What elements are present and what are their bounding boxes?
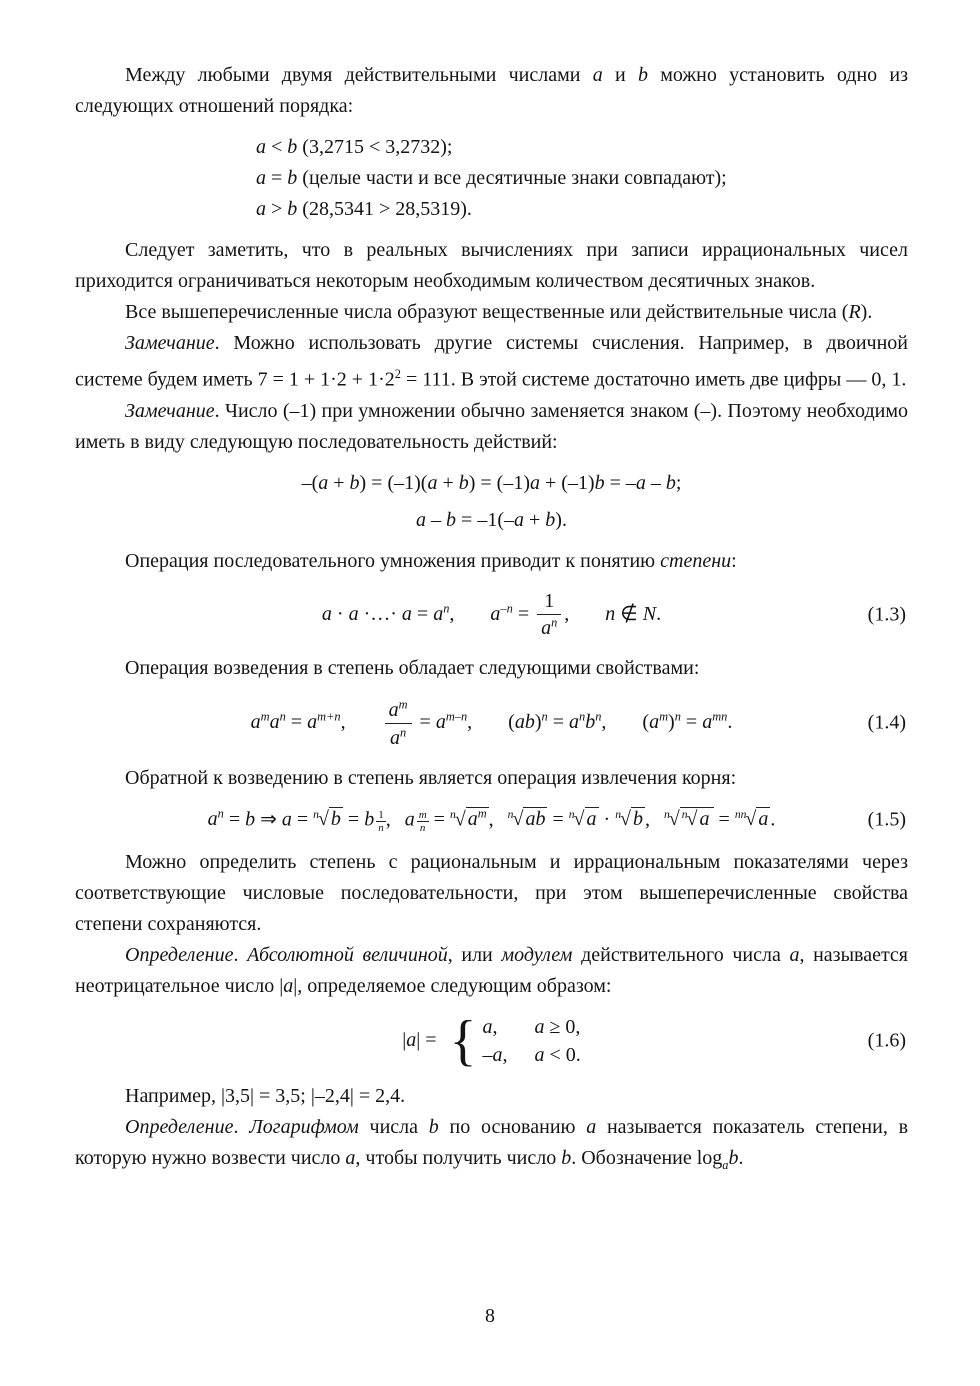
paragraph-rational-exponent: Можно определить степень с рациональным и иррациональным показателями через соответствующие числовые последовательности, при этом вышеперечисленные свойства степени сохраняются. xyxy=(75,850,908,935)
page-content xyxy=(75,60,908,1181)
equation-1-6-number: (1.6) xyxy=(867,1029,906,1052)
equation-1-5 xyxy=(75,807,908,834)
order-relations-list xyxy=(75,132,908,225)
equation-1-4-number: (1.4) xyxy=(867,711,906,734)
relation-greater-than: a > b (28,5341 > 28,5319). xyxy=(256,198,472,220)
paragraph-power-properties: Операция возведения в степень обладает следующими свойствами: xyxy=(125,657,700,680)
equation-1-6 xyxy=(75,1009,908,1072)
formula-negative-line-1: –(a + b) = (–1)(a + b) = (–1)a + (–1)b = –a – b; xyxy=(301,471,682,494)
equation-1-3-body: a · a ·…· $a = a^n$, $a^{-n}$ = $\frac{1}{a^n}$ , n ∉ N. xyxy=(321,589,662,640)
relation-less-than: a < b (3,2715 < 3,2732); xyxy=(256,136,453,158)
paragraph-example-modulus: Например, |3,5| = 3,5; |–2,4| = 2,4. xyxy=(125,1084,406,1107)
paragraph-root-intro: Обратной к возведению в степень является операция извлечения корня: xyxy=(125,766,737,789)
equation-1-5-body: $a^n = b$ ⇒ a = $^n$√ b = b $\frac{1}{n}$ , a $\frac{m}{n}$ = $^n$√ $a^m$ , $^n$√ ab = $^n$√ a · $^n$√ b , $^n$√ $^n$√ a = $^{nn}$√ a . xyxy=(207,806,776,834)
paragraph-definition-absolute-value: Определение. Абсолютной величиной, или модулем действительного числа a, называется неотрицательное число |a|, определяемое следующим образом: xyxy=(75,943,909,997)
paragraph-irrational-note: Следует заметить, что в реальных вычислениях при записи иррациональных чисел приходится ограничиваться некоторым необходимым количеством десятичных знаков. xyxy=(75,239,908,292)
paragraph-real-numbers: Все вышеперечисленные числа образуют вещественные или действительные числа (R). xyxy=(125,301,873,323)
relation-equal: a = b (целые части и все десятичные знаки совпадают); xyxy=(256,167,727,189)
equation-1-4 xyxy=(75,697,908,749)
paragraph-definition-logarithm: Определение. Логарифмом числа b по основанию a называется показатель степени, в которую нужно возвести число a, чтобы получить число b. Обозначение $\log_ab$. xyxy=(75,1115,909,1172)
equation-1-4-body: $a^ma^n = a^{m+n}$, $\frac{a^m}{a^n}$ = $a^{m-n}$, $(ab)^n = a^nb^n$, $(a^m)^n = a^{mn}$. xyxy=(250,697,733,749)
equation-1-3 xyxy=(75,590,908,641)
equation-1-5-number: (1.5) xyxy=(867,808,906,831)
paragraph-power-intro: Операция последовательного умножения приводит к понятию степени: xyxy=(125,549,737,572)
equation-1-6-body: |a| = { a, a ≥ 0, –a, a < 0. xyxy=(402,1009,581,1072)
page-number: 8 xyxy=(485,1305,495,1327)
formula-negative-line-2: a – b = –1(–a + b). xyxy=(416,508,567,531)
paragraph-remark-number-systems: Замечание. Можно использовать другие системы счисления. Например, в двоичной системе будем иметь $7 = 1 + 1\cdot 2 + 1\cdot 2^2 = 111$. В этой системе достаточно иметь две цифры — 0, 1. xyxy=(75,332,908,391)
equation-1-3-number: (1.3) xyxy=(867,603,906,626)
paragraph-remark-negative-one: Замечание. Число (–1) при умножении обычно заменяется знаком (–). Поэтому необходимо иметь в виду следующую последовательность действий: xyxy=(75,399,908,453)
paragraph-order-relations-intro: Между любыми двумя действительными числами a и b можно установить одно из следующих отношений порядка: xyxy=(75,64,909,117)
formula-negative-distribution xyxy=(75,468,908,536)
